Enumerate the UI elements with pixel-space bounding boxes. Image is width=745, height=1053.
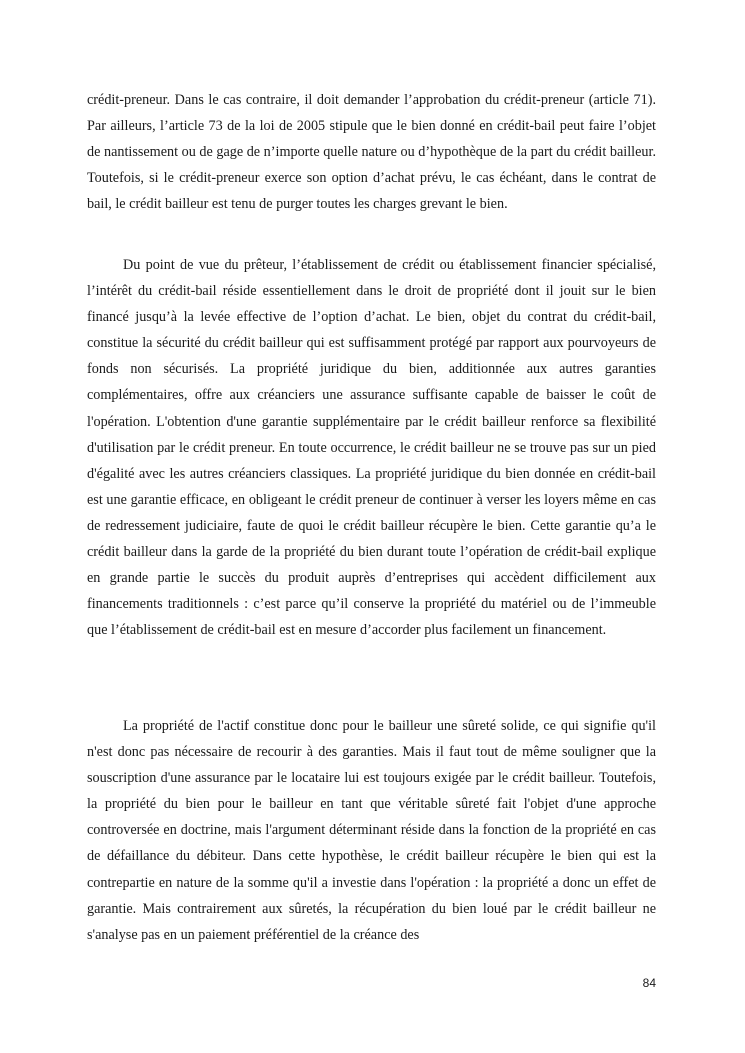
page-number: 84 [642, 976, 656, 990]
paragraph-property-as-security: La propriété de l'actif constitue donc pour le bailleur une sûreté solide, ce qui signifie qu'il n'est donc pas nécessaire de recourir à des garanties. Mais il faut tout de même souligner que la souscription d'une assurance par le locataire lui est toujours exigée par le crédit bailleur. Toutefois, la propriété du bien pour le bailleur en tant que véritable sûreté fait l'objet d'une approche controversée en doctrine, mais l'argument déterminant réside dans la fonction de la propriété en cas de défaillance du débiteur. Dans cette hypothèse, le crédit bailleur récupère le bien qui est la contrepartie en nature de la somme qu'il a investie dans l'opération : la propriété a donc un effet de garantie. Mais contrairement aux sûretés, la récupération du bien loué par le crédit bailleur ne s'analyse pas en un paiement préférentiel de la créance des [87, 718, 656, 943]
paragraph-lender-perspective: Du point de vue du prêteur, l’établissement de crédit ou établissement financier spécialisé, l’intérêt du crédit-bail réside essentiellement dans le droit de propriété dont il jouit sur le bien financé jusqu’à la levée effective de l’option d’achat. Le bien, objet du contrat du crédit-bail, constitue la sécurité du crédit bailleur qui est suffisamment protégé par rapport aux pourvoyeurs de fonds non sécurisés. La propriété juridique du bien, additionnée aux autres garanties complémentaires, offre aux créanciers une assurance suffisante capable de baisser le coût de l'opération. L'obtention d'une garantie supplémentaire par le crédit bailleur renforce sa flexibilité d'utilisation par le crédit preneur. En toute occurrence, le crédit bailleur ne se trouve pas sur un pied d'égalité avec les autres créanciers classiques. La propriété juridique du bien donnée en crédit-bail est une garantie efficace, en obligeant le crédit preneur de continuer à verser les loyers même en cas de redressement judiciaire, faute de quoi le crédit bailleur récupère le bien. Cette garantie qu’a le crédit bailleur dans la garde de la propriété du bien durant toute l’opération de crédit-bail explique en grande partie le succès du produit auprès d’entreprises qui accèdent difficilement aux financements traditionnels : c’est parce qu’il conserve la propriété du matériel ou de l’immeuble que l’établissement de crédit-bail est en mesure d’accorder plus facilement un financement. [87, 257, 656, 639]
paragraph-continuation: crédit-preneur. Dans le cas contraire, il doit demander l’approbation du crédit-preneur (article 71). Par ailleurs, l’article 73 de la loi de 2005 stipule que le bien donné en crédit-bail peut faire l’objet de nantissement ou de gage de n’importe quelle nature ou d’hypothèque de la part du crédit bailleur. Toutefois, si le crédit-preneur exerce son option d’achat prévu, le cas échéant, dans le contrat de bail, le crédit bailleur est tenu de purger toutes les charges grevant le bien. [87, 92, 656, 213]
